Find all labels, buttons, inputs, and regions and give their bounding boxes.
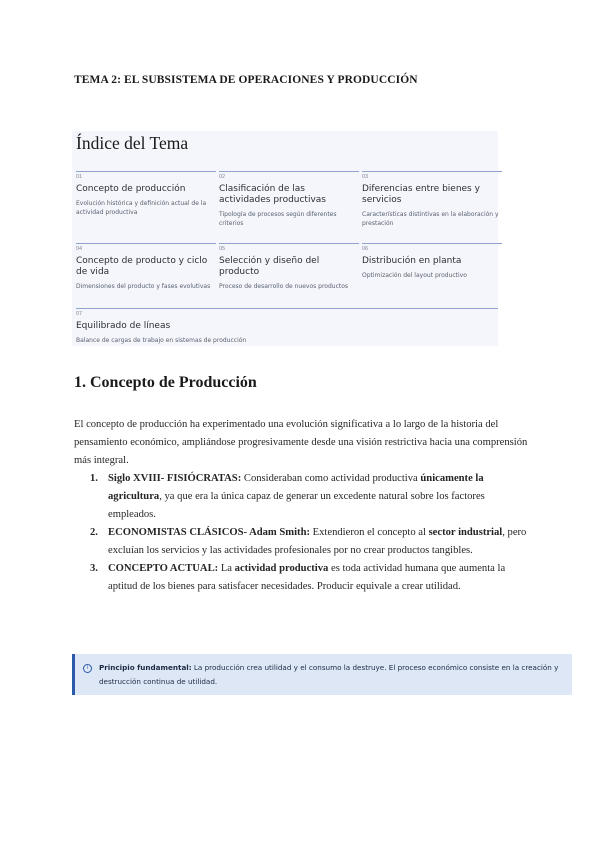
toc-title: Índice del Tema: [76, 133, 189, 153]
list-item-number: 2.: [90, 527, 98, 538]
toc-item-number: 02: [219, 174, 226, 180]
toc-item-name: Distribución en planta: [362, 256, 462, 266]
ordered-list: [90, 470, 530, 596]
callout-text: [99, 661, 567, 689]
toc-divider: [362, 171, 502, 172]
list-item: [90, 560, 530, 596]
toc-item-name: Selección y diseño del producto: [219, 256, 320, 277]
toc-item-description: Dimensiones del producto y fases evolutivas: [76, 283, 211, 290]
toc-item-number: 04: [76, 246, 83, 252]
intro-paragraph: El concepto de producción ha experimentado una evolución significativa a lo largo de la historia del pensamiento económico, ampliándose progresivamente desde una visión restrictiva hacia una comprensión más integral.: [74, 419, 528, 466]
list-item-emphasis: sector industrial: [428, 527, 503, 538]
list-item-text: Consideraban como actividad productiva: [241, 473, 421, 484]
toc-item[interactable]: [362, 243, 502, 280]
list-item: [90, 470, 530, 524]
toc-item-name: Clasificación de las actividades productivas: [219, 184, 326, 205]
list-item-text: Extendieron el concepto al: [310, 527, 429, 538]
toc-item-description: Balance de cargas de trabajo en sistemas de producción: [76, 337, 247, 344]
list-item-number: 1.: [90, 473, 98, 484]
list-item-emphasis: únicamente la agricultura: [108, 473, 484, 502]
toc-divider: [76, 243, 216, 244]
toc-divider: [76, 308, 498, 309]
toc-item-name: Concepto de producción: [76, 184, 186, 194]
document-title: TEMA 2: EL SUBSISTEMA DE OPERACIONES Y PRODUCCIÓN: [74, 74, 418, 86]
toc-item-name: Diferencias entre bienes y servicios: [362, 184, 480, 205]
callout-body: La producción crea utilidad y el consumo la destruye. El proceso económico consiste en la creación y destrucción continua de utilidad.: [99, 663, 559, 686]
toc-item-number: 01: [76, 174, 83, 180]
toc-item-number: 03: [362, 174, 369, 180]
toc-item-description: Proceso de desarrollo de nuevos productos: [219, 283, 349, 290]
toc-item-description: Optimización del layout productivo: [362, 272, 467, 279]
callout-label: Principio fundamental:: [99, 663, 192, 672]
list-item-lead: CONCEPTO ACTUAL:: [108, 563, 219, 574]
section-heading: 1. Concepto de Producción: [74, 374, 257, 391]
toc-divider: [219, 243, 359, 244]
toc-item[interactable]: [76, 243, 216, 291]
toc-divider: [219, 171, 359, 172]
list-item-text: , ya que era la única capaz de generar un excedente natural sobre los factores empleados.: [108, 491, 485, 520]
toc-divider: [362, 243, 502, 244]
toc-item-number: 06: [362, 246, 369, 252]
list-item: [90, 524, 530, 560]
toc-item[interactable]: [219, 243, 359, 291]
toc-item-name: Concepto de producto y ciclo de vida: [76, 256, 208, 277]
toc-item-description: Tipología de procesos según diferentes criterios: [219, 211, 337, 227]
toc-item[interactable]: [219, 171, 359, 228]
list-item-text: es toda actividad humana que aumenta la aptitud de los bienes para satisfacer necesidades. Producir equivale a crear utilidad.: [108, 563, 506, 592]
toc-item-number: 05: [219, 246, 226, 252]
info-icon: i: [83, 664, 92, 673]
list-item-text: , pero excluían los servicios y las actividades profesionales por no crear productos tangibles.: [108, 527, 527, 556]
list-item-lead: ECONOMISTAS CLÁSICOS- Adam Smith:: [108, 527, 311, 538]
list-item-text: La: [218, 563, 235, 574]
toc-item-name: Equilibrado de líneas: [76, 321, 171, 331]
toc-divider: [76, 171, 216, 172]
list-item-lead: Siglo XVIII- FISIÓCRATAS:: [108, 473, 242, 484]
toc-item[interactable]: [76, 308, 498, 345]
toc-item-description: Evolución histórica y definición actual de la actividad productiva: [76, 200, 207, 216]
info-callout: [72, 654, 572, 695]
list-item-emphasis: actividad productiva: [234, 563, 329, 574]
toc-item[interactable]: [76, 171, 216, 217]
toc-item-number: 07: [76, 311, 83, 317]
toc-item-description: Características distintivas en la elaboración y prestación: [362, 211, 499, 227]
toc-item[interactable]: [362, 171, 502, 228]
list-item-number: 3.: [90, 563, 98, 574]
table-of-contents: [72, 131, 498, 346]
